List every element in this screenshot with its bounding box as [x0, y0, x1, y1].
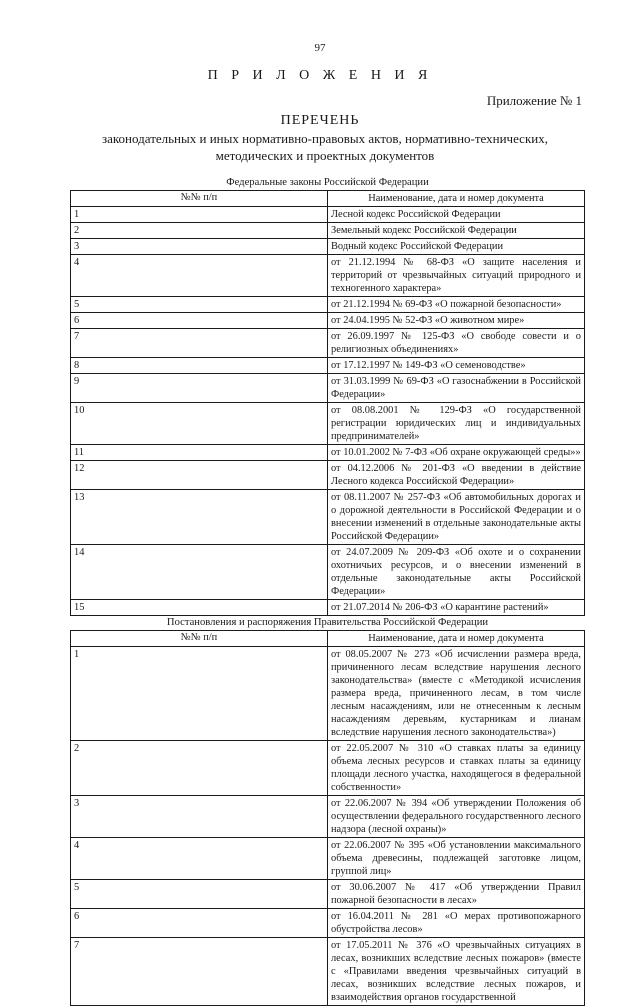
row-number: 4: [71, 838, 328, 880]
row-document: Водный кодекс Российской Федерации: [328, 239, 585, 255]
table-row: [71, 600, 585, 616]
documents-table: [70, 176, 585, 1006]
table-row: [71, 297, 585, 313]
table-row: [71, 358, 585, 374]
row-number: 9: [71, 374, 328, 403]
row-number: 10: [71, 403, 328, 445]
row-document: Земельный кодекс Российской Федерации: [328, 223, 585, 239]
row-document: Лесной кодекс Российской Федерации: [328, 207, 585, 223]
table-row: [71, 490, 585, 545]
row-number: 3: [71, 796, 328, 838]
table-row: [71, 207, 585, 223]
row-document: от 08.11.2007 № 257-ФЗ «Об автомобильных дорогах и о дорожной деятельности в Российской Федерации и о внесении изменений в отдельные законодательные акты Российской Федерации»: [328, 490, 585, 545]
row-document: от 26.09.1997 № 125-ФЗ «О свободе совести и о религиозных объединениях»: [328, 329, 585, 358]
row-number: 2: [71, 741, 328, 796]
column-header-row: [71, 631, 585, 647]
section-government-acts: [71, 616, 585, 1006]
row-document: от 17.05.2011 № 376 «О чрезвычайных ситуациях в лесах, возникших вследствие лесных пожаров» (вместе с «Правилами введения чрезвычайных ситуаций в лесах, возникших вследствие лесных пожаров, и взаимодействия органов государственной: [328, 938, 585, 1006]
row-document: от 17.12.1997 № 149-ФЗ «О семеноводстве»: [328, 358, 585, 374]
table-row: [71, 239, 585, 255]
table-row: [71, 838, 585, 880]
row-document: от 16.04.2011 № 281 «О мерах противопожарного обустройства лесов»: [328, 909, 585, 938]
row-number: 6: [71, 313, 328, 329]
table-row: [71, 741, 585, 796]
row-document: от 21.12.1994 № 68-ФЗ «О защите населения и территорий от чрезвычайных ситуаций природного и техногенного характера»: [328, 255, 585, 297]
row-number: 8: [71, 358, 328, 374]
row-document: от 22.05.2007 № 310 «О ставках платы за единицу объема лесных ресурсов и ставках платы за единицу площади лесного участка, находящегося в федеральной собственности»: [328, 741, 585, 796]
section-caption: Федеральные законы Российской Федерации: [71, 176, 585, 191]
row-document: от 08.05.2007 № 273 «Об исчислении размера вреда, причиненного лесам вследствие нарушения лесного законодательства» (вместе с «Методикой исчисления размера вреда, причиненного лесам, в том числе лесным насаждениям, или не отнесенным к лесным насаждениям деревьям, кустарникам и лианам вследствие нарушения лесного законодательства»): [328, 647, 585, 741]
table-row: [71, 329, 585, 358]
row-number: 1: [71, 647, 328, 741]
row-number: 11: [71, 445, 328, 461]
row-number: 7: [71, 938, 328, 1006]
row-number: 2: [71, 223, 328, 239]
row-document: от 08.08.2001 № 129-ФЗ «О государственной регистрации юридических лиц и индивидуальных предпринимателей»: [328, 403, 585, 445]
page-number: 97: [314, 42, 326, 54]
table-row: [71, 647, 585, 741]
row-document: от 04.12.2006 № 201-ФЗ «О введении в действие Лесного кодекса Российской Федерации»: [328, 461, 585, 490]
table-row: [71, 938, 585, 1006]
row-number: 14: [71, 545, 328, 600]
row-document: от 24.07.2009 № 209-ФЗ «Об охоте и о сохранении охотничьих ресурсов, и о внесении изменений в отдельные законодательные акты Российской Федерации»: [328, 545, 585, 600]
row-document: от 22.06.2007 № 395 «Об установлении максимального объема древесины, подлежащей заготовке лицом, группой лиц»: [328, 838, 585, 880]
table-row: [71, 255, 585, 297]
table-row: [71, 796, 585, 838]
column-header-number: №№ п/п: [71, 191, 328, 207]
row-number: 15: [71, 600, 328, 616]
table-row: [71, 445, 585, 461]
table-row: [71, 223, 585, 239]
column-header-name: Наименование, дата и номер документа: [328, 191, 585, 207]
section-caption: Постановления и распоряжения Правительства Российской Федерации: [71, 616, 585, 631]
document-title: ПЕРЕЧЕНЬ: [280, 113, 360, 128]
section-caption-row: [71, 616, 585, 631]
table-row: [71, 880, 585, 909]
table-row: [71, 461, 585, 490]
row-number: 1: [71, 207, 328, 223]
row-number: 13: [71, 490, 328, 545]
row-number: 5: [71, 880, 328, 909]
row-document: от 21.12.1994 № 69-ФЗ «О пожарной безопасности»: [328, 297, 585, 313]
appendix-number: Приложение № 1: [486, 93, 582, 108]
table-row: [71, 313, 585, 329]
row-number: 4: [71, 255, 328, 297]
row-number: 7: [71, 329, 328, 358]
column-header-name: Наименование, дата и номер документа: [328, 631, 585, 647]
row-number: 6: [71, 909, 328, 938]
row-document: от 21.07.2014 № 206-ФЗ «О карантине растений»: [328, 600, 585, 616]
section-federal-laws: [71, 176, 585, 616]
row-document: от 10.01.2002 № 7-ФЗ «Об охране окружающей среды»»: [328, 445, 585, 461]
row-number: 5: [71, 297, 328, 313]
appendix-heading: П Р И Л О Ж Е Н И Я: [207, 68, 433, 83]
row-document: от 31.03.1999 № 69-ФЗ «О газоснабжении в Российской Федерации»: [328, 374, 585, 403]
table-row: [71, 374, 585, 403]
document-subtitle: законодательных и иных нормативно-правовых актов, нормативно-технических, методических и проектных документов: [102, 131, 548, 163]
row-document: от 22.06.2007 № 394 «Об утверждении Положения об осуществлении федерального государственного лесного надзора (лесной охраны)»: [328, 796, 585, 838]
row-number: 3: [71, 239, 328, 255]
row-document: от 30.06.2007 № 417 «Об утверждении Правил пожарной безопасности в лесах»: [328, 880, 585, 909]
table-row: [71, 403, 585, 445]
table-row: [71, 545, 585, 600]
row-document: от 24.04.1995 № 52-ФЗ «О животном мире»: [328, 313, 585, 329]
row-number: 12: [71, 461, 328, 490]
table-row: [71, 909, 585, 938]
section-caption-row: [71, 176, 585, 191]
column-header-row: [71, 191, 585, 207]
column-header-number: №№ п/п: [71, 631, 328, 647]
